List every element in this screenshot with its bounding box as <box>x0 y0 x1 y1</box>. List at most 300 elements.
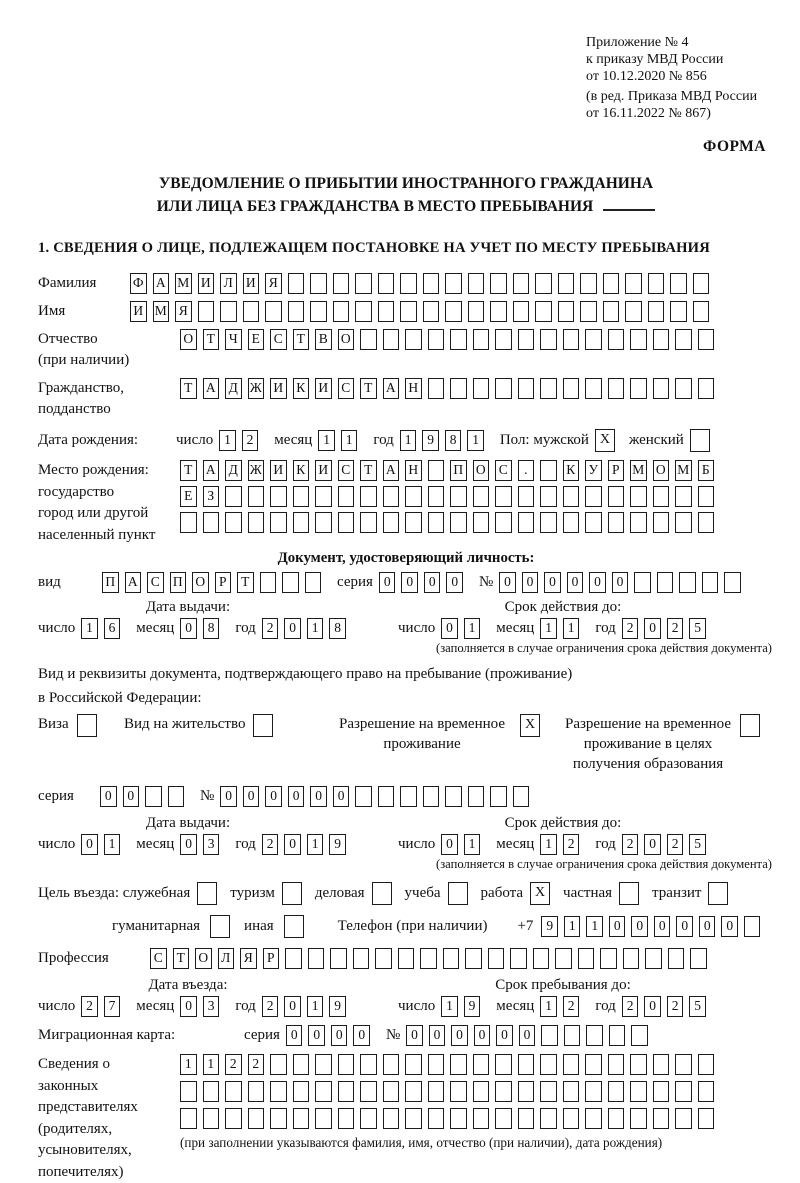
char-cell[interactable]: О <box>338 329 355 350</box>
char-cell[interactable]: 1 <box>341 430 358 451</box>
char-cell[interactable]: 7 <box>104 996 121 1017</box>
char-cell[interactable]: Л <box>218 948 235 969</box>
sex-female-checkbox[interactable] <box>690 429 710 452</box>
char-cell[interactable] <box>490 273 507 294</box>
char-cell[interactable] <box>360 1108 377 1129</box>
char-cell[interactable]: 0 <box>544 572 561 593</box>
passport-valid-year-cells[interactable] <box>622 618 712 639</box>
char-cell[interactable] <box>495 378 512 399</box>
char-cell[interactable]: И <box>198 273 215 294</box>
char-cell[interactable] <box>603 273 620 294</box>
char-cell[interactable] <box>698 1081 715 1102</box>
char-cell[interactable] <box>518 1054 535 1075</box>
char-cell[interactable]: 9 <box>329 996 346 1017</box>
char-cell[interactable] <box>473 486 490 507</box>
entry-year-cells[interactable] <box>262 996 352 1017</box>
char-cell[interactable] <box>375 948 392 969</box>
char-cell[interactable]: З <box>203 486 220 507</box>
char-cell[interactable] <box>608 329 625 350</box>
char-cell[interactable]: С <box>338 460 355 481</box>
char-cell[interactable]: 0 <box>429 1025 446 1046</box>
visa-checkbox[interactable] <box>77 714 97 737</box>
char-cell[interactable] <box>450 1054 467 1075</box>
passport-issue-month-cells[interactable] <box>180 618 225 639</box>
char-cell[interactable]: М <box>153 301 170 322</box>
char-cell[interactable]: С <box>150 948 167 969</box>
char-cell[interactable] <box>180 1108 197 1129</box>
char-cell[interactable]: С <box>495 460 512 481</box>
char-cell[interactable]: 2 <box>262 834 279 855</box>
char-cell[interactable] <box>603 301 620 322</box>
char-cell[interactable] <box>518 486 535 507</box>
char-cell[interactable] <box>490 786 507 807</box>
char-cell[interactable] <box>428 329 445 350</box>
char-cell[interactable]: 0 <box>676 916 693 937</box>
char-cell[interactable] <box>293 1054 310 1075</box>
char-cell[interactable]: 0 <box>451 1025 468 1046</box>
char-cell[interactable]: Р <box>608 460 625 481</box>
char-cell[interactable]: 0 <box>644 996 661 1017</box>
char-cell[interactable] <box>585 329 602 350</box>
char-cell[interactable]: А <box>153 273 170 294</box>
char-cell[interactable] <box>405 486 422 507</box>
char-cell[interactable] <box>533 948 550 969</box>
char-cell[interactable] <box>270 1108 287 1129</box>
passport-valid-month-cells[interactable] <box>540 618 585 639</box>
char-cell[interactable] <box>495 512 512 533</box>
char-cell[interactable]: Р <box>215 572 232 593</box>
char-cell[interactable] <box>315 1054 332 1075</box>
stay-year-cells[interactable] <box>622 996 712 1017</box>
char-cell[interactable]: 0 <box>631 916 648 937</box>
char-cell[interactable]: Д <box>225 460 242 481</box>
char-cell[interactable]: 0 <box>353 1025 370 1046</box>
char-cell[interactable] <box>305 572 322 593</box>
char-cell[interactable]: 1 <box>180 1054 197 1075</box>
char-cell[interactable] <box>564 1025 581 1046</box>
char-cell[interactable] <box>580 273 597 294</box>
char-cell[interactable] <box>220 301 237 322</box>
char-cell[interactable] <box>383 329 400 350</box>
char-cell[interactable] <box>675 1054 692 1075</box>
char-cell[interactable]: Т <box>180 460 197 481</box>
char-cell[interactable]: 0 <box>612 572 629 593</box>
char-cell[interactable] <box>260 572 277 593</box>
char-cell[interactable]: 0 <box>699 916 716 937</box>
char-cell[interactable] <box>378 786 395 807</box>
char-cell[interactable] <box>698 512 715 533</box>
char-cell[interactable] <box>473 329 490 350</box>
char-cell[interactable] <box>400 786 417 807</box>
char-cell[interactable] <box>585 378 602 399</box>
char-cell[interactable]: Т <box>360 460 377 481</box>
char-cell[interactable]: 1 <box>81 618 98 639</box>
char-cell[interactable] <box>563 329 580 350</box>
char-cell[interactable] <box>693 273 710 294</box>
char-cell[interactable]: 0 <box>333 786 350 807</box>
char-cell[interactable]: А <box>203 460 220 481</box>
char-cell[interactable] <box>468 301 485 322</box>
char-cell[interactable]: А <box>203 378 220 399</box>
migration-number-cells[interactable] <box>406 1025 654 1046</box>
char-cell[interactable] <box>270 486 287 507</box>
char-cell[interactable] <box>513 301 530 322</box>
birth-place-row2-cells[interactable] <box>180 486 720 507</box>
char-cell[interactable]: Н <box>405 378 422 399</box>
char-cell[interactable]: 0 <box>123 786 140 807</box>
birth-year-cells[interactable] <box>400 430 490 451</box>
char-cell[interactable] <box>428 1081 445 1102</box>
char-cell[interactable]: И <box>315 378 332 399</box>
birth-day-cells[interactable] <box>219 430 264 451</box>
char-cell[interactable] <box>315 1081 332 1102</box>
char-cell[interactable] <box>198 301 215 322</box>
passport-issue-day-cells[interactable] <box>81 618 126 639</box>
char-cell[interactable] <box>428 1054 445 1075</box>
char-cell[interactable]: 0 <box>284 834 301 855</box>
char-cell[interactable] <box>668 948 685 969</box>
char-cell[interactable]: 0 <box>100 786 117 807</box>
char-cell[interactable]: 0 <box>609 916 626 937</box>
char-cell[interactable]: 1 <box>203 1054 220 1075</box>
char-cell[interactable] <box>360 486 377 507</box>
char-cell[interactable]: 0 <box>499 572 516 593</box>
permit-valid-month-cells[interactable] <box>540 834 585 855</box>
char-cell[interactable]: Л <box>220 273 237 294</box>
char-cell[interactable] <box>360 512 377 533</box>
char-cell[interactable] <box>653 486 670 507</box>
char-cell[interactable]: 9 <box>464 996 481 1017</box>
patronymic-cells[interactable] <box>180 329 720 350</box>
char-cell[interactable]: О <box>473 460 490 481</box>
char-cell[interactable] <box>355 301 372 322</box>
char-cell[interactable]: 1 <box>540 996 557 1017</box>
char-cell[interactable] <box>315 1108 332 1129</box>
char-cell[interactable] <box>653 378 670 399</box>
char-cell[interactable] <box>285 948 302 969</box>
char-cell[interactable]: 1 <box>307 618 324 639</box>
doc-kind-cells[interactable] <box>102 572 327 593</box>
char-cell[interactable] <box>450 329 467 350</box>
char-cell[interactable]: Е <box>180 486 197 507</box>
char-cell[interactable]: Н <box>405 460 422 481</box>
char-cell[interactable] <box>518 512 535 533</box>
char-cell[interactable]: 2 <box>622 834 639 855</box>
char-cell[interactable] <box>248 486 265 507</box>
char-cell[interactable] <box>265 301 282 322</box>
char-cell[interactable] <box>563 512 580 533</box>
char-cell[interactable]: 0 <box>331 1025 348 1046</box>
char-cell[interactable]: 0 <box>180 834 197 855</box>
char-cell[interactable]: 2 <box>563 834 580 855</box>
char-cell[interactable] <box>630 1054 647 1075</box>
char-cell[interactable]: 1 <box>564 916 581 937</box>
char-cell[interactable]: Т <box>360 378 377 399</box>
char-cell[interactable] <box>631 1025 648 1046</box>
char-cell[interactable]: 2 <box>225 1054 242 1075</box>
char-cell[interactable] <box>450 1081 467 1102</box>
entry-day-cells[interactable] <box>81 996 126 1017</box>
birth-month-cells[interactable] <box>318 430 363 451</box>
char-cell[interactable]: 2 <box>667 618 684 639</box>
char-cell[interactable] <box>675 329 692 350</box>
char-cell[interactable] <box>563 1108 580 1129</box>
char-cell[interactable]: 1 <box>540 618 557 639</box>
char-cell[interactable]: 1 <box>318 430 335 451</box>
char-cell[interactable]: 2 <box>248 1054 265 1075</box>
char-cell[interactable] <box>473 1054 490 1075</box>
char-cell[interactable] <box>428 1108 445 1129</box>
char-cell[interactable]: 0 <box>406 1025 423 1046</box>
purpose-other-checkbox[interactable] <box>284 915 304 938</box>
char-cell[interactable]: С <box>147 572 164 593</box>
char-cell[interactable] <box>518 1108 535 1129</box>
char-cell[interactable]: 0 <box>220 786 237 807</box>
permit-series-cells[interactable] <box>100 786 190 807</box>
char-cell[interactable]: 5 <box>689 618 706 639</box>
char-cell[interactable] <box>293 486 310 507</box>
char-cell[interactable]: С <box>338 378 355 399</box>
char-cell[interactable] <box>168 786 185 807</box>
char-cell[interactable]: 2 <box>262 618 279 639</box>
permit-issue-month-cells[interactable] <box>180 834 225 855</box>
char-cell[interactable]: П <box>102 572 119 593</box>
char-cell[interactable] <box>563 486 580 507</box>
passport-issue-year-cells[interactable] <box>262 618 352 639</box>
char-cell[interactable]: Я <box>265 273 282 294</box>
char-cell[interactable] <box>383 486 400 507</box>
char-cell[interactable] <box>383 512 400 533</box>
char-cell[interactable] <box>540 1108 557 1129</box>
char-cell[interactable] <box>653 1108 670 1129</box>
char-cell[interactable] <box>378 301 395 322</box>
char-cell[interactable] <box>203 1081 220 1102</box>
char-cell[interactable] <box>428 460 445 481</box>
char-cell[interactable] <box>693 301 710 322</box>
char-cell[interactable] <box>288 301 305 322</box>
char-cell[interactable] <box>625 273 642 294</box>
char-cell[interactable]: 9 <box>541 916 558 937</box>
char-cell[interactable] <box>473 378 490 399</box>
char-cell[interactable]: 0 <box>522 572 539 593</box>
char-cell[interactable] <box>630 486 647 507</box>
char-cell[interactable]: А <box>383 460 400 481</box>
char-cell[interactable] <box>724 572 741 593</box>
temp-residence-checkbox[interactable]: X <box>520 714 540 737</box>
char-cell[interactable] <box>600 948 617 969</box>
purpose-official-checkbox[interactable] <box>197 882 217 905</box>
char-cell[interactable] <box>698 486 715 507</box>
char-cell[interactable]: 0 <box>243 786 260 807</box>
char-cell[interactable] <box>490 301 507 322</box>
char-cell[interactable]: И <box>315 460 332 481</box>
char-cell[interactable] <box>563 378 580 399</box>
permit-valid-year-cells[interactable] <box>622 834 712 855</box>
char-cell[interactable] <box>360 1054 377 1075</box>
char-cell[interactable] <box>540 1054 557 1075</box>
char-cell[interactable]: 1 <box>104 834 121 855</box>
char-cell[interactable]: 8 <box>329 618 346 639</box>
char-cell[interactable]: В <box>315 329 332 350</box>
char-cell[interactable] <box>634 572 651 593</box>
char-cell[interactable] <box>338 486 355 507</box>
entry-month-cells[interactable] <box>180 996 225 1017</box>
purpose-transit-checkbox[interactable] <box>708 882 728 905</box>
char-cell[interactable] <box>428 486 445 507</box>
char-cell[interactable]: 0 <box>379 572 396 593</box>
char-cell[interactable] <box>360 329 377 350</box>
sex-male-checkbox[interactable]: X <box>595 429 615 452</box>
phone-cells[interactable] <box>541 916 766 937</box>
char-cell[interactable] <box>473 512 490 533</box>
char-cell[interactable]: М <box>630 460 647 481</box>
char-cell[interactable]: 3 <box>203 996 220 1017</box>
char-cell[interactable]: 8 <box>203 618 220 639</box>
char-cell[interactable]: М <box>675 460 692 481</box>
char-cell[interactable] <box>558 301 575 322</box>
char-cell[interactable] <box>203 512 220 533</box>
char-cell[interactable]: К <box>563 460 580 481</box>
char-cell[interactable] <box>248 1081 265 1102</box>
char-cell[interactable] <box>225 1081 242 1102</box>
char-cell[interactable] <box>428 512 445 533</box>
char-cell[interactable] <box>675 486 692 507</box>
surname-cells[interactable] <box>130 273 715 294</box>
char-cell[interactable] <box>653 1054 670 1075</box>
char-cell[interactable] <box>608 1081 625 1102</box>
char-cell[interactable] <box>558 273 575 294</box>
char-cell[interactable]: 1 <box>563 618 580 639</box>
char-cell[interactable] <box>630 1108 647 1129</box>
char-cell[interactable] <box>585 1108 602 1129</box>
char-cell[interactable]: 1 <box>400 430 417 451</box>
char-cell[interactable] <box>353 948 370 969</box>
char-cell[interactable]: 9 <box>422 430 439 451</box>
char-cell[interactable] <box>308 948 325 969</box>
char-cell[interactable] <box>653 329 670 350</box>
char-cell[interactable] <box>586 1025 603 1046</box>
char-cell[interactable] <box>383 1108 400 1129</box>
char-cell[interactable] <box>495 1108 512 1129</box>
char-cell[interactable]: Ф <box>130 273 147 294</box>
char-cell[interactable] <box>540 512 557 533</box>
char-cell[interactable]: 0 <box>446 572 463 593</box>
char-cell[interactable]: 0 <box>180 618 197 639</box>
char-cell[interactable] <box>585 1054 602 1075</box>
char-cell[interactable]: П <box>450 460 467 481</box>
char-cell[interactable]: 5 <box>689 834 706 855</box>
char-cell[interactable]: 6 <box>104 618 121 639</box>
char-cell[interactable]: Ж <box>248 378 265 399</box>
char-cell[interactable] <box>338 1108 355 1129</box>
char-cell[interactable] <box>518 329 535 350</box>
char-cell[interactable] <box>670 273 687 294</box>
char-cell[interactable] <box>338 1054 355 1075</box>
char-cell[interactable] <box>495 1081 512 1102</box>
char-cell[interactable] <box>690 948 707 969</box>
char-cell[interactable] <box>248 1108 265 1129</box>
stay-day-cells[interactable] <box>441 996 486 1017</box>
char-cell[interactable] <box>423 273 440 294</box>
char-cell[interactable] <box>293 512 310 533</box>
char-cell[interactable] <box>698 329 715 350</box>
char-cell[interactable] <box>405 329 422 350</box>
char-cell[interactable]: К <box>293 460 310 481</box>
char-cell[interactable]: М <box>175 273 192 294</box>
char-cell[interactable] <box>405 1054 422 1075</box>
char-cell[interactable] <box>513 786 530 807</box>
char-cell[interactable] <box>383 1054 400 1075</box>
char-cell[interactable] <box>378 273 395 294</box>
char-cell[interactable]: О <box>653 460 670 481</box>
char-cell[interactable] <box>625 301 642 322</box>
char-cell[interactable] <box>585 486 602 507</box>
char-cell[interactable] <box>608 486 625 507</box>
char-cell[interactable]: Т <box>293 329 310 350</box>
char-cell[interactable] <box>495 486 512 507</box>
char-cell[interactable] <box>428 378 445 399</box>
char-cell[interactable] <box>698 1108 715 1129</box>
char-cell[interactable] <box>630 378 647 399</box>
char-cell[interactable] <box>293 1081 310 1102</box>
char-cell[interactable] <box>400 273 417 294</box>
purpose-business-checkbox[interactable] <box>372 882 392 905</box>
char-cell[interactable] <box>355 273 372 294</box>
char-cell[interactable] <box>698 1054 715 1075</box>
char-cell[interactable]: Т <box>203 329 220 350</box>
char-cell[interactable] <box>355 786 372 807</box>
doc-number-cells[interactable] <box>499 572 747 593</box>
purpose-humanitarian-checkbox[interactable] <box>210 915 230 938</box>
char-cell[interactable] <box>675 1108 692 1129</box>
char-cell[interactable] <box>648 301 665 322</box>
char-cell[interactable] <box>630 329 647 350</box>
char-cell[interactable] <box>270 1054 287 1075</box>
char-cell[interactable]: И <box>270 378 287 399</box>
char-cell[interactable] <box>243 301 260 322</box>
purpose-work-checkbox[interactable]: X <box>530 882 550 905</box>
char-cell[interactable] <box>338 1081 355 1102</box>
char-cell[interactable]: Т <box>173 948 190 969</box>
char-cell[interactable] <box>468 273 485 294</box>
char-cell[interactable] <box>180 1081 197 1102</box>
char-cell[interactable] <box>445 273 462 294</box>
char-cell[interactable] <box>333 301 350 322</box>
char-cell[interactable] <box>653 512 670 533</box>
char-cell[interactable] <box>225 1108 242 1129</box>
char-cell[interactable]: 1 <box>441 996 458 1017</box>
char-cell[interactable] <box>203 1108 220 1129</box>
char-cell[interactable]: . <box>518 460 535 481</box>
char-cell[interactable]: 0 <box>589 572 606 593</box>
char-cell[interactable]: 2 <box>667 834 684 855</box>
permit-issue-year-cells[interactable] <box>262 834 352 855</box>
char-cell[interactable] <box>450 378 467 399</box>
char-cell[interactable] <box>310 273 327 294</box>
char-cell[interactable]: И <box>270 460 287 481</box>
char-cell[interactable]: 0 <box>284 996 301 1017</box>
char-cell[interactable]: 0 <box>265 786 282 807</box>
char-cell[interactable]: 1 <box>464 618 481 639</box>
char-cell[interactable]: 0 <box>441 834 458 855</box>
char-cell[interactable]: 0 <box>721 916 738 937</box>
permit-issue-day-cells[interactable] <box>81 834 126 855</box>
char-cell[interactable]: 0 <box>424 572 441 593</box>
char-cell[interactable] <box>293 1108 310 1129</box>
char-cell[interactable]: У <box>585 460 602 481</box>
char-cell[interactable] <box>623 948 640 969</box>
char-cell[interactable] <box>282 572 299 593</box>
